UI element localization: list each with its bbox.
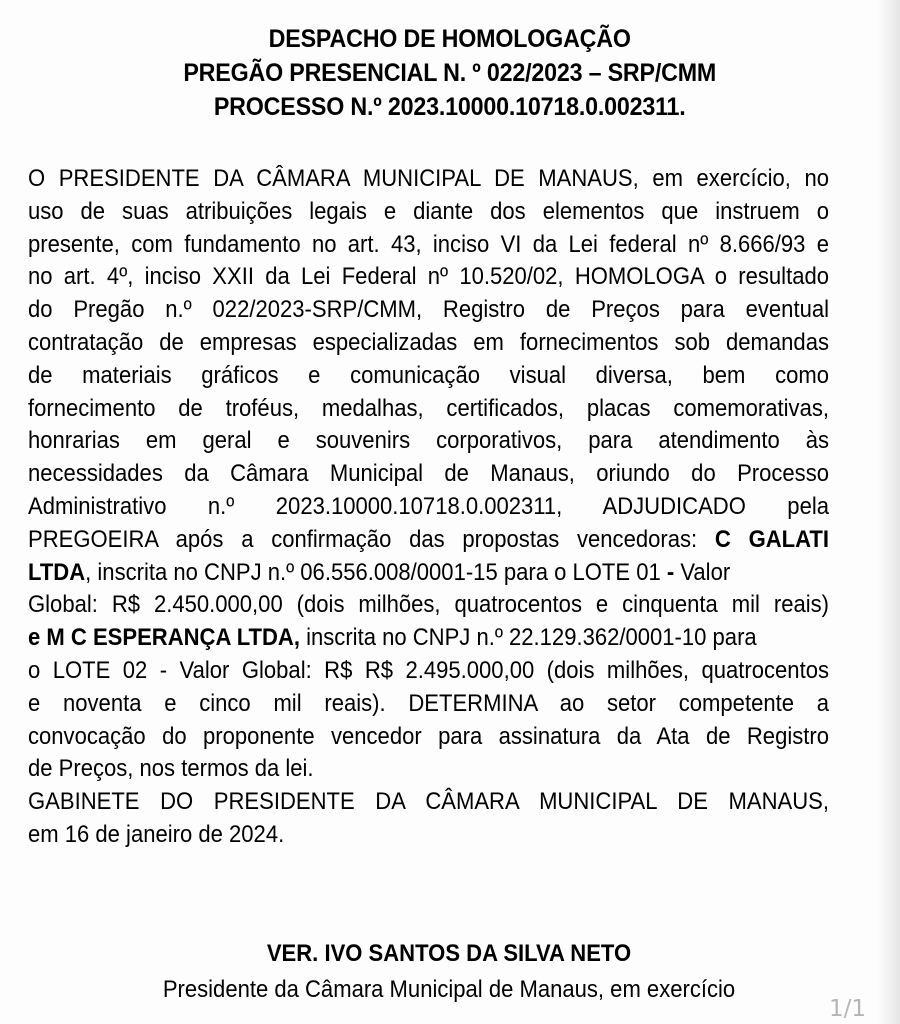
document-title: DESPACHO DE HOMOLOGAÇÃO (268, 25, 631, 53)
page-edge-shadow (878, 0, 900, 1024)
body-line: no art. 4º, inciso XXII da Lei Federal nº 10.520/02, HOMOLOGA o resultado (28, 263, 829, 291)
body-line-text: PREGOEIRA após a confirmação das propostas vencedoras: (28, 525, 698, 553)
body-line: fornecimento de troféus, medalhas, certificados, placas comemorativas, (28, 394, 829, 422)
signatory-role: Presidente da Câmara Municipal de Manaus, em exercício (162, 976, 736, 1003)
body-line-text: inscrita no CNPJ n.º 22.129.362/0001-10 para (306, 624, 757, 652)
company-name-esperanca: M C ESPERANÇA LTDA, (46, 624, 300, 652)
company-name-galati-suffix: LTDA (28, 558, 86, 586)
bold-dash: - (666, 558, 675, 586)
date-line: em 16 de janeiro de 2024. (28, 820, 285, 848)
body-line: contratação de empresas especializadas em fornecimentos sob demandas (28, 328, 829, 356)
body-line-text: , inscrita no CNPJ n.º 06.556.008/0001-15 para o LOTE 01 (85, 558, 661, 586)
body-line: uso de suas atribuições legais e diante dos elementos que instruem o (28, 197, 829, 225)
signatory-name: VER. IVO SANTOS DA SILVA NETO (266, 940, 632, 967)
body-line: o LOTE 02 - Valor Global: R$ R$ 2.495.000,00 (dois milhões, quatrocentos (28, 656, 829, 684)
body-line-with-company (28, 622, 829, 655)
body-line: convocação do proponente vencedor para assinatura da Ata de Registro (28, 722, 829, 750)
signature-block (44, 936, 854, 1008)
body-line-with-company (28, 557, 829, 590)
despacho-body (28, 163, 829, 852)
conjunction-e: e (28, 624, 41, 652)
body-line: de materiais gráficos e comunicação visual diversa, bem como (28, 361, 829, 389)
body-line: e noventa e cinco mil reais). DETERMINA ao setor competente a (28, 689, 829, 717)
body-line: O PRESIDENTE DA CÂMARA MUNICIPAL DE MANAUS, em exercício, no (28, 165, 829, 192)
pregao-reference: PREGÃO PRESENCIAL N. º 022/2023 – SRP/CMM (183, 59, 717, 87)
processo-reference: PROCESSO N.º 2023.10000.10718.0.002311. (213, 93, 686, 121)
body-line-text: Valor (680, 558, 731, 586)
body-line: necessidades da Câmara Municipal de Manaus, oriundo do Processo (28, 460, 829, 488)
body-line: honrarias em geral e souvenirs corporativos, para atendimento às (28, 427, 829, 455)
body-line: Global: R$ 2.450.000,00 (dois milhões, quatrocentos e cinquenta mil reais) (28, 591, 829, 619)
body-line: de Preços, nos termos da lei. (28, 755, 314, 783)
company-name-galati: C GALATI (714, 525, 829, 553)
body-line: Administrativo n.º 2023.10000.10718.0.002311, ADJUDICADO pela (28, 492, 829, 520)
body-line: GABINETE DO PRESIDENTE DA CÂMARA MUNICIPAL DE MANAUS, (28, 788, 829, 816)
page-indicator: 1/1 (828, 996, 866, 1022)
document-header (31, 22, 868, 124)
body-line: do Pregão n.º 022/2023-SRP/CMM, Registro de Preços para eventual (28, 296, 829, 324)
body-line: presente, com fundamento no art. 43, inciso VI da Lei federal nº 8.666/93 e (28, 230, 829, 258)
body-line-with-company (28, 524, 829, 557)
